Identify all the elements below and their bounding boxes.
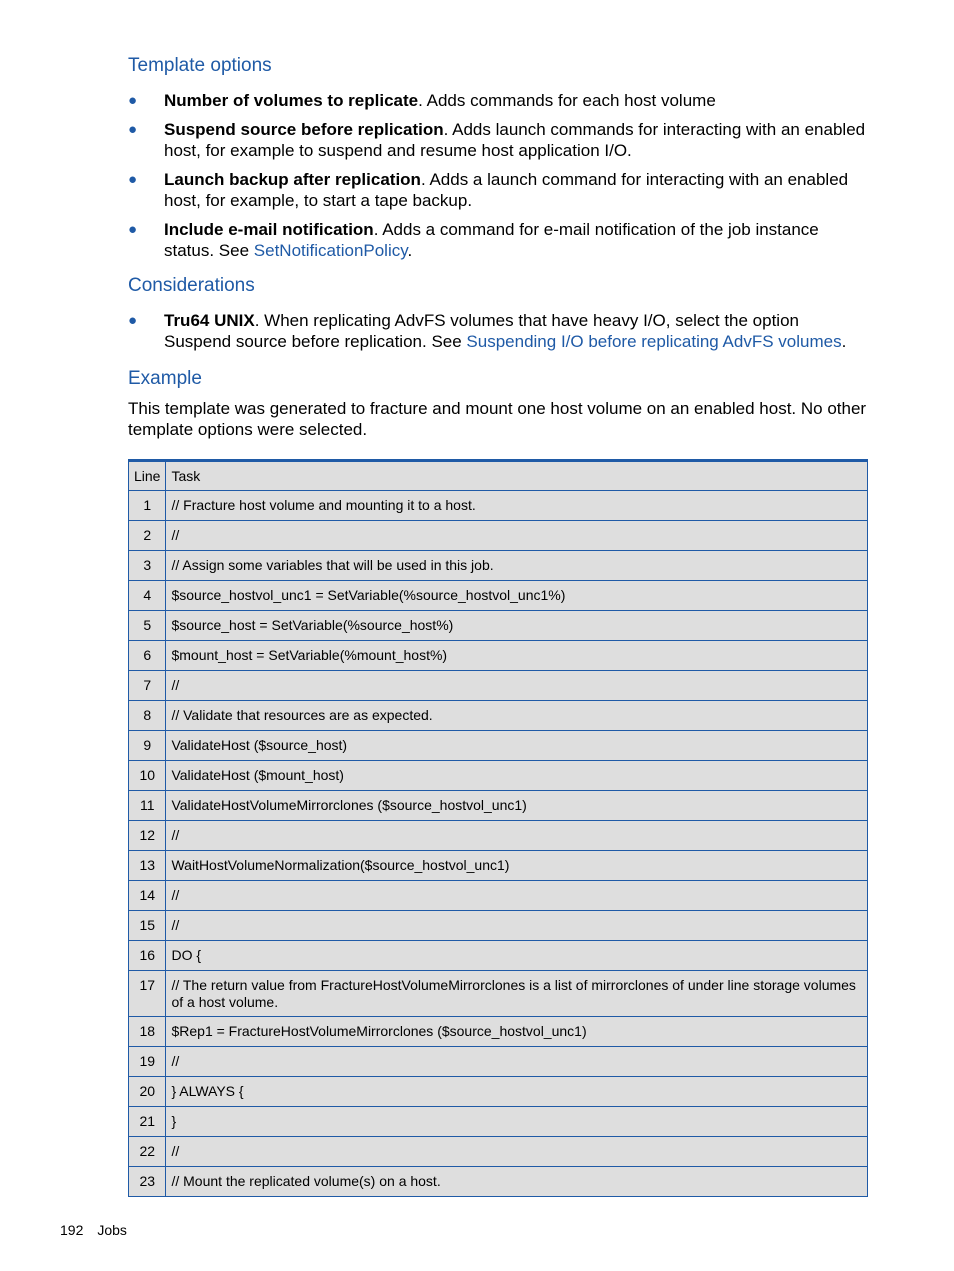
table-row	[129, 671, 868, 701]
task-cell: $Rep1 = FractureHostVolumeMirrorclones ($source_hostvol_unc1)	[166, 1017, 868, 1047]
line-number-cell: 8	[129, 701, 166, 731]
list-item	[128, 219, 868, 261]
task-cell: //	[166, 521, 868, 551]
suspending-io-link[interactable]: Suspending I/O before replicating AdvFS volumes	[466, 332, 842, 351]
bullet-icon: ●	[128, 221, 138, 238]
heading-example: Example	[128, 368, 202, 389]
bullet-icon: ●	[128, 171, 138, 188]
line-number-cell: 23	[129, 1167, 166, 1197]
option-desc: . Adds a launch command for interacting with an enabled host, for example, to start a tape backup.	[164, 170, 849, 210]
option-desc: . Adds commands for each host volume	[418, 91, 716, 110]
table-row	[129, 941, 868, 971]
task-cell: ValidateHost ($source_host)	[166, 731, 868, 761]
line-number-cell: 20	[129, 1077, 166, 1107]
task-cell: DO {	[166, 941, 868, 971]
list-item	[128, 119, 868, 161]
option-name: Number of volumes to replicate	[164, 91, 419, 110]
table-row	[129, 611, 868, 641]
option-name: Include e-mail notification	[164, 220, 374, 239]
consideration-desc: . When replicating AdvFS volumes that have heavy I/O, select the option Suspend source before replication. See	[164, 311, 799, 351]
line-number-cell: 10	[129, 761, 166, 791]
template-options-list	[128, 90, 868, 269]
table-row	[129, 881, 868, 911]
line-number-cell: 18	[129, 1017, 166, 1047]
table-row	[129, 1107, 868, 1137]
line-number-cell: 1	[129, 491, 166, 521]
line-number-cell: 15	[129, 911, 166, 941]
consideration-name: Tru64 UNIX	[164, 311, 255, 330]
option-name: Launch backup after replication	[164, 170, 421, 189]
task-cell: //	[166, 881, 868, 911]
list-item	[128, 310, 868, 352]
table-row	[129, 641, 868, 671]
page-number: 192	[60, 1222, 84, 1238]
task-cell: $mount_host = SetVariable(%mount_host%)	[166, 641, 868, 671]
task-cell: }	[166, 1107, 868, 1137]
table-header-row	[129, 461, 868, 491]
job-script-table	[128, 459, 868, 1197]
line-number-cell: 11	[129, 791, 166, 821]
task-cell: //	[166, 1137, 868, 1167]
table-row	[129, 1137, 868, 1167]
set-notification-policy-link[interactable]: SetNotificationPolicy	[253, 241, 408, 260]
table-row	[129, 701, 868, 731]
bullet-icon: ●	[128, 92, 138, 109]
table-row	[129, 551, 868, 581]
table-row	[129, 851, 868, 881]
column-header-task: Task	[166, 461, 868, 491]
line-number-cell: 2	[129, 521, 166, 551]
list-item	[128, 169, 868, 211]
table-row	[129, 911, 868, 941]
option-desc: . Adds launch commands for interacting with an enabled host, for example to suspend and resume host application I/O.	[164, 120, 866, 160]
option-name: Suspend source before replication	[164, 120, 444, 139]
line-number-cell: 5	[129, 611, 166, 641]
page-footer	[60, 1222, 141, 1238]
task-cell: ValidateHost ($mount_host)	[166, 761, 868, 791]
task-cell: // The return value from FractureHostVolumeMirrorclones is a list of mirrorclones of under line storage volumes of a host volume.	[166, 971, 868, 1017]
table-row	[129, 581, 868, 611]
task-cell: // Assign some variables that will be used in this job.	[166, 551, 868, 581]
line-number-cell: 19	[129, 1047, 166, 1077]
line-number-cell: 12	[129, 821, 166, 851]
table-row	[129, 1017, 868, 1047]
table-row	[129, 971, 868, 1017]
option-desc: . Adds a command for e-mail notification of the job instance status. See	[164, 220, 819, 260]
table-body	[129, 491, 868, 1197]
task-cell: // Mount the replicated volume(s) on a host.	[166, 1167, 868, 1197]
line-number-cell: 6	[129, 641, 166, 671]
line-number-cell: 3	[129, 551, 166, 581]
table-row	[129, 521, 868, 551]
punctuation: .	[407, 241, 413, 260]
task-cell: // Validate that resources are as expected.	[166, 701, 868, 731]
table-row	[129, 491, 868, 521]
line-number-cell: 7	[129, 671, 166, 701]
task-cell: //	[166, 1047, 868, 1077]
task-cell: //	[166, 911, 868, 941]
line-number-cell: 4	[129, 581, 166, 611]
table-row	[129, 1047, 868, 1077]
line-number-cell: 21	[129, 1107, 166, 1137]
line-number-cell: 16	[129, 941, 166, 971]
task-cell: // Fracture host volume and mounting it to a host.	[166, 491, 868, 521]
line-number-cell: 13	[129, 851, 166, 881]
considerations-list	[128, 310, 868, 360]
table-row	[129, 731, 868, 761]
task-cell: //	[166, 821, 868, 851]
table-row	[129, 1167, 868, 1197]
column-header-line: Line	[129, 461, 166, 491]
task-cell: ValidateHostVolumeMirrorclones ($source_hostvol_unc1)	[166, 791, 868, 821]
line-number-cell: 9	[129, 731, 166, 761]
punctuation: .	[841, 332, 847, 351]
bullet-icon: ●	[128, 312, 138, 329]
table-row	[129, 791, 868, 821]
list-item	[128, 90, 868, 111]
example-paragraph: This template was generated to fracture and mount one host volume on an enabled host. No other template options were selected.	[128, 399, 867, 439]
bullet-icon: ●	[128, 121, 138, 138]
line-number-cell: 17	[129, 971, 166, 1017]
heading-template-options: Template options	[128, 55, 272, 76]
task-cell: $source_hostvol_unc1 = SetVariable(%source_hostvol_unc1%)	[166, 581, 868, 611]
footer-section: Jobs	[97, 1222, 127, 1238]
task-cell: $source_host = SetVariable(%source_host%)	[166, 611, 868, 641]
table-row	[129, 821, 868, 851]
heading-considerations: Considerations	[128, 275, 255, 296]
line-number-cell: 22	[129, 1137, 166, 1167]
task-cell: } ALWAYS {	[166, 1077, 868, 1107]
task-cell: WaitHostVolumeNormalization($source_hostvol_unc1)	[166, 851, 868, 881]
table-row	[129, 1077, 868, 1107]
line-number-cell: 14	[129, 881, 166, 911]
table-row	[129, 761, 868, 791]
task-cell: //	[166, 671, 868, 701]
